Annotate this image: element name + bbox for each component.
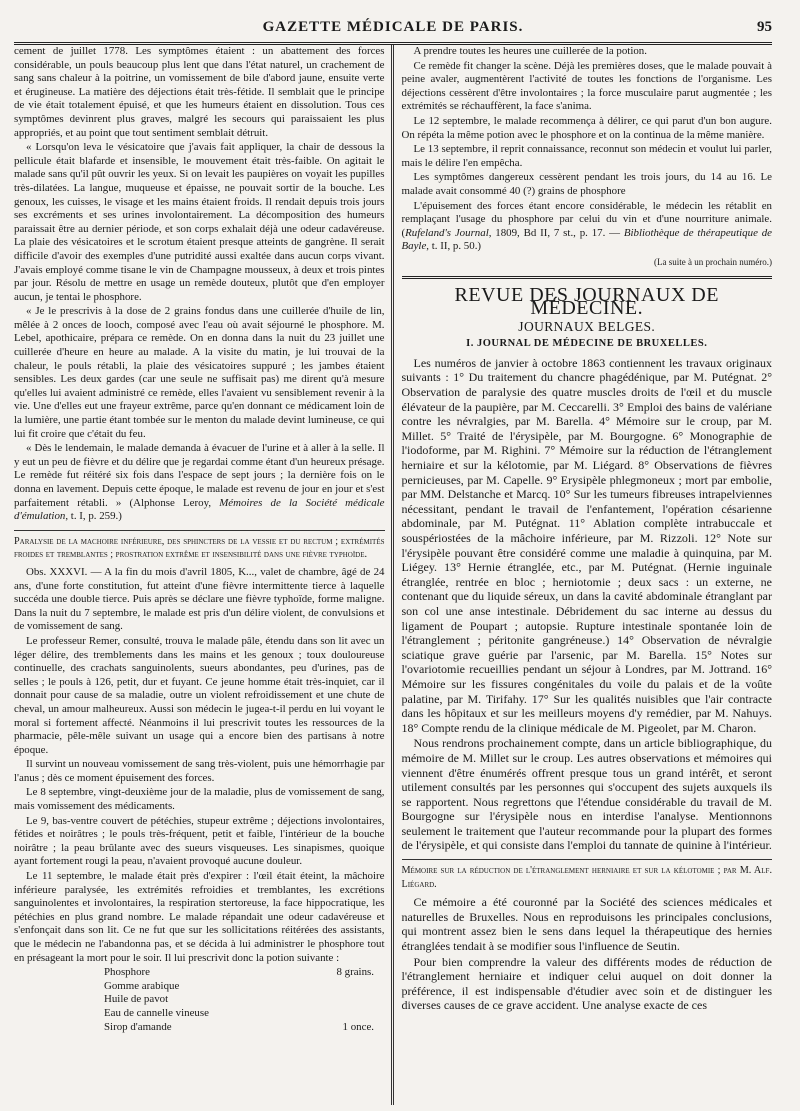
paragraph: « Je le prescrivis à la dose de 2 grains fondus dans une cuillerée d'huile de lin, mêlée à 2 onces de looch, composé avec l'eau où avait séjourné le phosphore. M. Lebel, apothicaire, prépara ce remède. On en donna dans la nuit du 23 juillet une cuillerée d'heure en heure au malade. A la visite du matin, je lui trouvai de la chaleur, le pouls rétabli, la plaie des vésicatoires suppuré ; les jambes étaient sensibles. Les deux gardes (car une seule ne suffisait pas) me dirent qu'à mesure qu'elles lui avaient administré ce remède, elles l'avaient vu sensiblement revenir à la vie. Une d'elles eut une frayeur extrême, parce qu'en donnant ce médicament loin de la lumière, une partie étant tombée sur le menton du malade devint lumineuse, ce qui lui fit croire que c'était du feu.: [14, 305, 385, 440]
text: , t. II, p. 50.): [426, 240, 482, 253]
prescription-list: [104, 966, 385, 1034]
paragraph: Il survint un nouveau vomissement de sang très-violent, puis une hémorrhagie par l'anus ; dès ce moment épuisement des forces.: [14, 758, 385, 784]
right-column: [394, 45, 773, 1105]
paragraph: A prendre toutes les heures une cuillerée de la potion.: [413, 45, 647, 57]
journal-heading: I. JOURNAL DE MÉDECINE DE BRUXELLES.: [466, 338, 708, 350]
paragraph: [14, 442, 385, 524]
divider: [402, 859, 773, 860]
paragraph: Obs. XXXVI. — A la fin du mois d'avril 1805, K..., valet de chambre, âgé de 24 ans, d'une forte constitution, fut atteint d'une fièvre intermittente tierce à laquelle succéda une double tierce. Puis après se déclare une fièvre typhoïde, forme maligne. Dans la nuit du 7 septembre, le malade est pris d'un délire violent, de convulsions et de vomissement de sang.: [14, 565, 385, 633]
paragraph: Les symptômes dangereux cessèrent pendant les trois jours, du 14 au 16. Le malade avait consommé 40 (?) grains de phosphore: [401, 171, 772, 197]
page-header: [14, 14, 772, 40]
paragraph: Le 11 septembre, le malade était près d'expirer : l'œil était éteint, la mâchoire inférieure paralysée, les extrémités refroidies et tremblantes, les excrétions sanguinolentes et involontaires, la respiration stertoreuse, la face hippocratique, les pétéchies en plus grand nombre. Le malade répandait une odeur cadavéreuse et s'enfonçait dans son lit. Ce ne fut que sur les sollicitations réitérées des assistants, que le médecin ne l'abandonna pas, et se décida à lui administrer le phosphore tout en présageant la mort pour le soir. Il lui prescrivit donc la potion suivante :: [14, 870, 385, 964]
text: L'épuisement des forces étant encore considérable, le médecin les rétablit en remplaçant l'usage du phosphore par celui du vin et d'une nourriture animale. (: [401, 199, 772, 239]
review-title: REVUE DES JOURNAUX DE MÉDECINE.: [454, 283, 719, 320]
ingredient-name: Phosphore: [104, 966, 150, 979]
paragraph: cement de juillet 1778. Les symptômes étaient : un abattement des forces considérable, un pouls beaucoup plus lent que dans l'état naturel, un crachement de sang sans chaleur à la poitrine, un vomissement de bile d'abord jaune, ensuite verte et érugineuse. La matière des déjections était très-fétide. Il semblait que le principe de vie était totalement épuisé, et que les humeurs étaient en dissolution. Tous ces symptômes devinrent plus graves, malgré les secours qui paraissaient les plus appropriés, et au point que tout sentiment semblait détruit.: [14, 45, 385, 139]
continuation-note: (La suite à un prochain numéro.): [654, 256, 772, 267]
ingredient-qty: 1 once.: [342, 1020, 374, 1033]
two-column-body: [14, 45, 772, 1105]
paragraph: Le 12 septembre, le malade recommença à délirer, ce qui parut d'un bon augure. On répéta la même potion avec le phosphore et on la continua de la même manière.: [401, 114, 772, 141]
paragraph: [402, 200, 773, 254]
paragraph: Le 9, bas-ventre couvert de pétéchies, stupeur extrême ; déjections involontaires, fétides et noirâtres ; le pouls très-fréquent, petit et faible, l'intérieur de la bouche noirâtre ; la peau brûlante avec des sueurs visqueuses. Les sinapismes, quoique ayant fortement rougi la peau, n'avaient provoqué aucune douleur.: [14, 814, 385, 868]
ingredient-name: Eau de cannelle vineuse: [104, 1006, 209, 1019]
ingredient-qty: 8 grains.: [336, 966, 374, 979]
ingredient-name: Sirop d'amande: [104, 1020, 172, 1033]
ingredient-name: Gomme arabique: [104, 979, 180, 992]
text: , 1809, Bd II, 7 st., p. 17. —: [488, 226, 624, 239]
paragraph: Ce remède fit changer la scène. Déjà les premières doses, que le malade pouvait à peine avaler, augmentèrent l'activité de toutes les fonctions de l'organisme. Les déjections cessèrent d'être involontaires ; la force musculaire parut augmentée ; les extrémités se réchauffèrent, la face s'anima.: [401, 59, 772, 113]
text: , t. I, p. 259.): [65, 510, 122, 523]
page-number: 95: [757, 19, 772, 35]
ingredient-qty: [254, 1007, 374, 1021]
citation: Mémoires de la Société médicale d'émulation: [14, 496, 385, 523]
citation: Rufeland's Journal: [405, 226, 489, 239]
paragraph: « Lorsqu'on leva le vésicatoire que j'avais fait appliquer, la chair de dessous la pellicule était blafarde et insensible, le mouvement était très-faible. On agitait le malade sans qu'il pût ouvrir les yeux. Si on levait les paupières on voyait les pupilles très-dilatées. La langue, muqueuse et épaisse, ne pouvait sortir de la bouche. Les genoux, les cuisses, le visage et les mains étaient froids. Il rendait depuis trois jours ses excréments et ses urines involontairement. La décomposition des humeurs paraissait être au dernier période, et son corps exhalait déjà une odeur cadavéreuse. La plaie des vésicatoires et le scrotum étaient presque atteints de gangrène. Il serait difficile d'avoir des exemples d'une putridité aussi exaltée dans aucun corps vivant. J'avais employé comme tisane le vin de Champagne mousseux, à deux et trois pintes par jour. Résolu de mettre en usage un remède douteux, plutôt que d'en employer aucun, je tentai le phosphore.: [14, 141, 385, 303]
running-title: GAZETTE MÉDICALE DE PARIS.: [262, 19, 524, 35]
paragraph: Pour bien comprendre la valeur des différents modes de réduction de l'étranglement herniaire et indiquer celui auquel on doit donner la préférence, il est indispensable d'étudier avec soin et de distinguer les diverses causes de ce grave accident. Une analyse exacte de ces: [401, 954, 772, 1013]
paragraph: Les numéros de janvier à octobre 1863 contiennent les travaux originaux suivants : 1° Du traitement du chancre phagédénique, par M. Putégnat. 2° Observation de paralysie des quatre muscles droits de l'œil et du muscle élévateur de la paupière, par M. Ceccarelli. 3° Emploi des bains de valériane contre les névralgies, par M. Barella. 4° Mémoire sur le croup, par M. Millet. 5° Traité de l'érysipèle, par M. Bourgogne. 6° Monographie de l'iodoforme, par M. Righini. 7° Mémoire sur la réduction de l'étranglement herniaire et sur la kélotomie, par M. Liégard. 8° Observations de fièvres pernicieuses, par M. Capelle. 9° Erysipèle phlegmoneux ; mort par embolie, par MM. Delstanche et Marcq. 10° Sur les tumeurs fibreuses intrapelviennes nécessitant, pendant le travail de l'enfantement, l'opération césarienne abdominale, par M. Putégnat. 11° Ablation complète intrabuccale et souspériostées de la mâchoire inférieure, par M. Rizzoli. 12° Note sur l'érysipèle pouvant être considéré comme une maladie à quinquina, par M. Liégey. 13° Hernie étranglée, etc., par M. Putégnat. (Hernie inguinale étranglée, rentrée en bloc ; herniotomie ; deux sacs : un externe, ne contenant que du liquide séreux, un dans la cavité abdominale étranglant par son col une anse intestinale. Débridement du sac interne au dessus du ligament de Poupart ; autopsie. Rupture intestinale spontanée loin de l'étranglement ; péritonite gangréneuse.) 14° Observation de névralgie sciatique grave guérie par l'arsenic, par M. Barella. 15° Notes sur l'ovariotomie recueillies pendant un séjour à Londres, par M. Jottrand. 16° Mémoire sur les fissures congénitales du voile du palais et de la voûte palatine, par M. Tirifahy. 17° Sur les qualités nuisibles que l'air contracte dans les hôpitaux et sur les meilleurs moyens d'y remédier, par M. Nahuys. 18° Compte rendu de la clinique médicale de M. Pigeolet, par M. Charon.: [401, 355, 772, 735]
review-subtitle: JOURNAUX BELGES.: [518, 318, 656, 334]
paragraph: Nous rendrons prochainement compte, dans un article bibliographique, du mémoire de M. Millet sur le croup. Les autres observations et mémoires qui viennent d'être énumérés offrent presque tous un grand intérêt, et seront utilement consultés par les personnes qui s'occupent des sujets auxquels ils se rapportent. Nous regrettons que l'étendue considérable du travail de M. Bourgogne sur l'érysipèle nous en interdise l'analyse. Mentionnons seulement le traitement que l'auteur recommande pour la plupart des formes de l'érysipèle, et qui consiste dans l'emploi du tannate de quinine à l'intérieur.: [401, 736, 772, 853]
text: « Dès le lendemain, le malade demanda à évacuer de l'urine et à aller à la selle. Il y eut un peu de fièvre et du délire que je regardai comme étant d'un heureux présage. Le remède fut réitéré six fois dans l'espace de sept jours ; la dernière fois on le donna en lavement. Depuis cette époque, le malade est revenu de jour en jour et s'est parfaitement rétabli. » (Alphonse Leroy,: [14, 442, 385, 509]
ingredient-name: Huile de pavot: [104, 993, 169, 1006]
paragraph: Le 8 septembre, vingt-deuxième jour de la maladie, plus de vomissement de sang, mais vomissement des médicaments.: [14, 786, 385, 813]
divider: [14, 530, 385, 531]
section-rule: [402, 276, 773, 279]
paragraph: Ce mémoire a été couronné par la Société des sciences médicales et naturelles de Bruxelles. Nous en reproduisons les principales conclusions, qui montrent assez bien le sens dans lequel la thérapeutique des hernies étranglées tendait à se modifier sous l'influence de Seutin.: [401, 895, 772, 954]
citation: Bibliothèque de thérapeutique de Bayle: [401, 226, 772, 253]
left-column: [14, 45, 391, 1105]
section-heading: Paralysie de la machoire inférieure, des sphincters de la vessie et du rectum ; extrémités froides et tremblantes ; prostration extrême et insensibilité dans une fièvre typhoïde.: [14, 535, 385, 561]
paragraph: Le 13 septembre, il reprit connaissance, reconnut son médecin et voulut lui parler, mais le délire l'en empêcha.: [401, 143, 772, 169]
memoir-heading: Mémoire sur la réduction de l'étranglement herniaire et sur la kélotomie ; par M. Alf. Liégard.: [401, 865, 772, 890]
ingredient-qty: [254, 993, 374, 1007]
paragraph: Le professeur Remer, consulté, trouva le malade pâle, étendu dans son lit avec un léger délire, des tremblements dans les mains et les genoux ; toux douloureuse continuelle, des crachats sanguinolents, sueurs abondantes, peu d'urines, pas de selles ; le pouls à 126, petit, dur et fuyant. Ce jeune homme était très-inquiet, car il donnait pour cause de sa maladie, outre un violent refroidissement et une chute de cheval, un amour malheureux. Aussi son médecin le jugea-t-il perdu en lui voyant le moral si fortement affecté. Néanmoins il lui prescrivit toutes les ressources de la pharmacie, pêle-mêle suivant un usage qui a encore bien des partisans à notre époque.: [14, 634, 385, 756]
ingredient-qty: [254, 980, 374, 994]
